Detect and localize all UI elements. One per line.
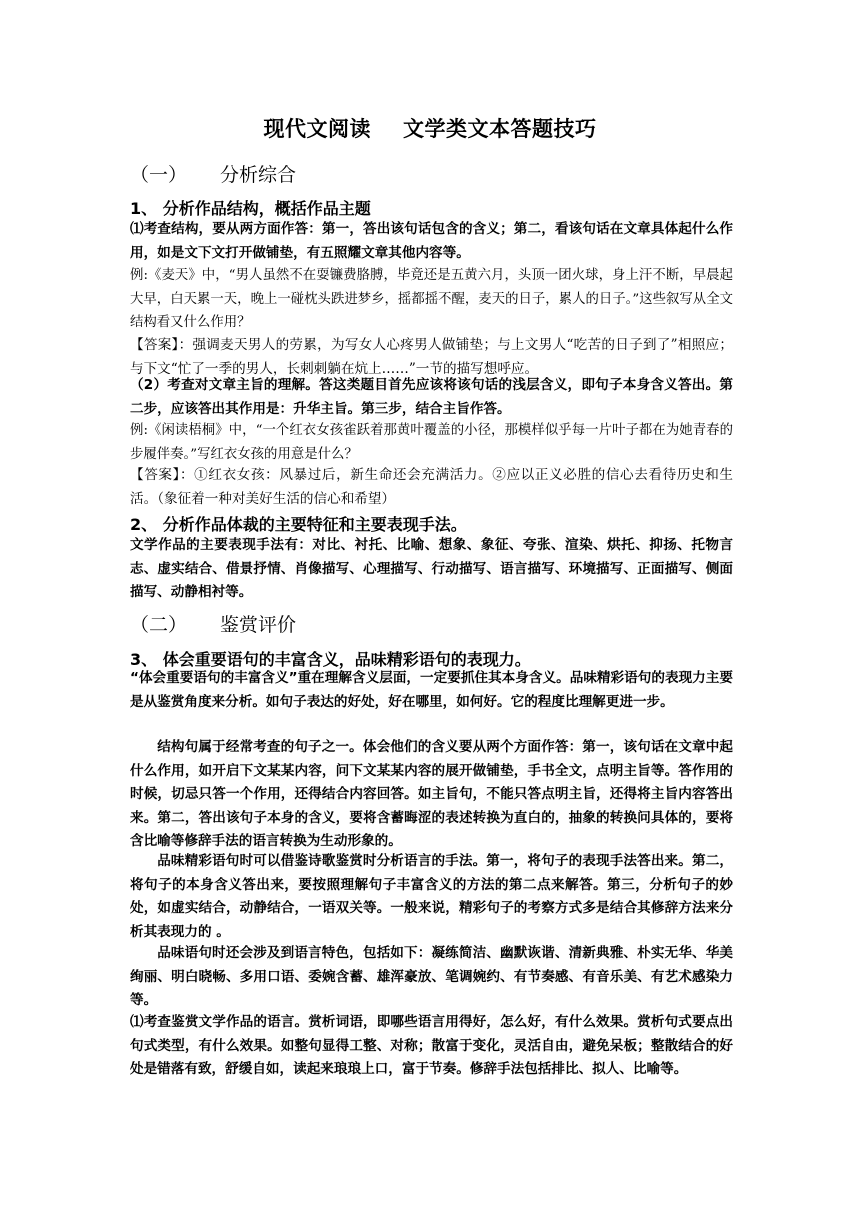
- paragraph: （2）考查对文章主旨的理解。答这类题目首先应该将该句话的浅层含义，即句子本身含义答出。第二步，应该答出其作用是：升华主旨。第三步，结合主旨作答。: [130, 377, 733, 417]
- title-part-2: 文学类文本答题技巧: [403, 117, 597, 141]
- title-part-1: 现代文阅读: [263, 117, 371, 141]
- paragraph: ⑴考查鉴赏文学作品的语言。赏析词语，即哪些语言用得好，怎么好，有什么效果。赏析句式要点出句式类型，有什么效果。如整句显得工整、对称；散富于变化，灵活自由，避免呆板；整散结合的好处是错落有致，舒缓自如，读起来琅琅上口，富于节奏。修辞手法包括排比、拟人、比喻等。: [130, 1014, 733, 1078]
- subheading-1: 1、 分析作品结构，概括作品主题: [130, 199, 371, 218]
- section-label: 分析综合: [220, 164, 297, 186]
- document-title: [0, 113, 860, 143]
- paragraph: “体会重要语句的丰富含义”重在理解含义层面，一定要抓住其本身含义。品味精彩语句的表现力主要是从鉴赏角度来分析。如句子表达的好处，好在哪里，如何好。它的程度比理解更进一步。: [130, 670, 733, 710]
- section-heading-2: [130, 610, 296, 637]
- subheading-3: 3、 体会重要语句的丰富含义，品味精彩语句的表现力。: [130, 650, 531, 669]
- section-number: （一）: [130, 164, 188, 186]
- paragraph: 品味语句时还会涉及到语言特色，包括如下：凝练简洁、幽默诙谐、清新典雅、朴实无华、华美绚丽、明白晓畅、多用口语、委婉含蓄、雄浑豪放、笔调婉约、有节奏感、有音乐美、有艺术感染力等。: [130, 945, 733, 1009]
- answer-paragraph: 【答案】：①红衣女孩：风暴过后，新生命还会充满活力。②应以正义必胜的信心去看待历史和生活。（象征着一种对美好生活的信心和希望）: [130, 467, 733, 507]
- example-paragraph: 例:《麦天》中，“男人虽然不在耍镰费胳膊，毕竟还是五黄六月，头顶一团火球，身上汗不断，早晨起大早，白天累一天，晚上一碰枕头跌进梦乡，摇都摇不醒，麦天的日子，累人的日子。”这些叙写从全文结构看又什么作用？: [130, 268, 733, 331]
- paragraph: 文学作品的主要表现手法有：对比、衬托、比喻、想象、象征、夸张、渲染、烘托、抑扬、托物言志、虚实结合、借景抒情、肖像描写、心理描写、行动描写、语言描写、环境描写、正面描写、侧面描写、动静相衬等。: [130, 537, 733, 601]
- section-heading-1: [130, 160, 296, 187]
- paragraph: 结构句属于经常考查的句子之一。体会他们的含义要从两个方面作答：第一，该句话在文章中起什么作用，如开启下文某某内容，问下文某某内容的展开做铺垫，手书全文，点明主旨等。答作用的时候，切忌只答一个作用，还得结合内容回答。如主旨句，不能只答点明主旨，还得将主旨内容答出来。第二，答出该句子本身的含义，要将含蓄晦涩的表述转换为直白的，抽象的转换问具体的，要将含比喻等修辞手法的语言转换为生动形象的。: [130, 739, 733, 850]
- section-number: （二）: [130, 614, 188, 636]
- section-label: 鉴赏评价: [220, 614, 297, 636]
- answer-paragraph: 【答案】：强调麦天男人的劳累，为写女人心疼男人做铺垫；与上文男人“吃苦的日子到了”相照应；与下文“忙了一季的男人，长刺刺躺在炕上……”一节的描写想呼应。: [130, 337, 733, 377]
- subheading-2: 2、 分析作品体裁的主要特征和主要表现手法。: [130, 515, 467, 534]
- paragraph: 品味精彩语句时可以借鉴诗歌鉴赏时分析语言的手法。第一，将句子的表现手法答出来。第二，将句子的本身含义答出来，要按照理解句子丰富含义的方法的第二点来解答。第三，分析句子的妙处，如虚实结合，动静结合，一语双关等。一般来说，精彩句子的考察方式多是结合其修辞方法来分析其表现力的 。: [130, 853, 733, 940]
- example-paragraph: 例:《闲读梧桐》中，“一个红衣女孩雀跃着那黄叶覆盖的小径，那模样似乎每一片叶子都在为她青春的步履伴奏。”写红衣女孩的用意是什么？: [130, 423, 733, 462]
- paragraph: ⑴考查结构，要从两方面作答：第一，答出该句话包含的含义；第二，看该句话在文章具体起什么作用，如是文下文打开做铺垫，有五照耀文章其他内容等。: [130, 221, 733, 261]
